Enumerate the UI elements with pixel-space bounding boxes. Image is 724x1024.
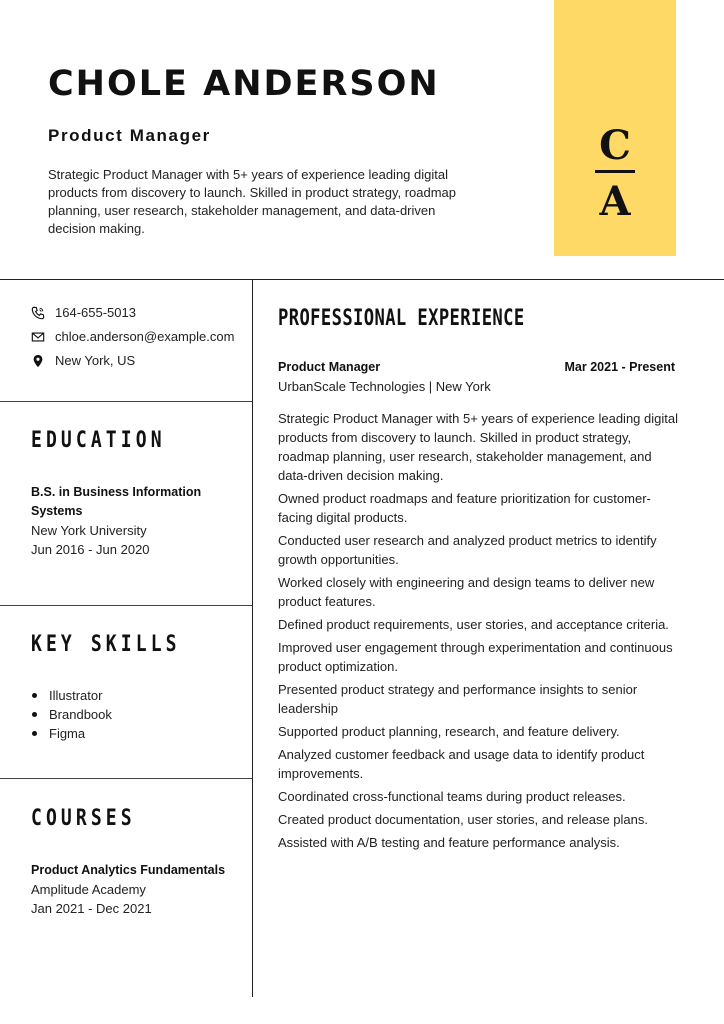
candidate-name: CHOLE ANDERSON bbox=[48, 64, 440, 104]
contact-location bbox=[31, 353, 135, 368]
degree-title: B.S. in Business Information Systems bbox=[31, 485, 202, 518]
monogram-first-initial: C bbox=[599, 122, 631, 169]
experience-heading: PROFESSIONAL EXPERIENCE bbox=[278, 306, 525, 331]
education-heading: EDUCATION bbox=[31, 428, 166, 453]
experience-bullet: Analyzed customer feedback and usage data to identify product improvements. bbox=[278, 747, 645, 781]
candidate-role: Product Manager bbox=[48, 126, 211, 145]
monogram-panel bbox=[554, 0, 676, 256]
phone-text: 164-655-5013 bbox=[55, 305, 136, 320]
experience-bullet: Coordinated cross-functional teams during product releases. bbox=[278, 789, 626, 804]
skills-list bbox=[31, 686, 112, 743]
header-divider bbox=[0, 279, 724, 280]
school-name: New York University bbox=[31, 523, 147, 538]
section-divider bbox=[0, 401, 252, 402]
section-divider bbox=[0, 778, 252, 779]
education-dates: Jun 2016 - Jun 2020 bbox=[31, 542, 150, 557]
email-text: chloe.anderson@example.com bbox=[55, 329, 235, 344]
location-text: New York, US bbox=[55, 353, 136, 368]
skill-item: Illustrator bbox=[31, 686, 112, 705]
experience-bullet: Improved user engagement through experimentation and continuous product optimization. bbox=[278, 640, 673, 674]
experience-bullet: Presented product strategy and performance insights to senior leadership bbox=[278, 682, 638, 716]
envelope-icon bbox=[31, 330, 45, 344]
experience-bullet: Assisted with A/B testing and feature performance analysis. bbox=[278, 835, 620, 850]
job-title: Product Manager bbox=[278, 360, 381, 374]
experience-bullet: Worked closely with engineering and design teams to deliver new product features. bbox=[278, 575, 655, 609]
skills-heading: KEY SKILLS bbox=[31, 632, 181, 657]
experience-bullet: Strategic Product Manager with 5+ years of experience leading digital products from discovery to launch. Skilled in product strategy, roadmap planning, user research, stakeholder management, and data-driven decision making. bbox=[278, 411, 678, 483]
experience-bullet: Conducted user research and analyzed product metrics to identify growth opportunities. bbox=[278, 533, 657, 567]
experience-bullets bbox=[278, 409, 682, 856]
section-divider bbox=[0, 605, 252, 606]
experience-bullet: Supported product planning, research, and feature delivery. bbox=[278, 724, 620, 739]
phone-icon bbox=[31, 306, 45, 320]
profile-summary: Strategic Product Manager with 5+ years of experience leading digital products from discovery to launch. Skilled in product strategy, roadmap planning, user research, stakeholder management, and data-driven decision making. bbox=[48, 167, 457, 236]
location-pin-icon bbox=[31, 354, 45, 368]
skill-item: Brandbook bbox=[31, 705, 112, 724]
monogram-last-initial: A bbox=[599, 178, 631, 225]
skill-item: Figma bbox=[31, 724, 112, 743]
courses-heading: COURSES bbox=[31, 806, 136, 831]
course-entry bbox=[31, 861, 241, 918]
column-divider bbox=[252, 280, 253, 997]
job-company: UrbanScale Technologies | New York bbox=[278, 379, 491, 394]
course-dates: Jan 2021 - Dec 2021 bbox=[31, 901, 152, 916]
monogram-divider bbox=[595, 170, 635, 173]
job-dates: Mar 2021 - Present bbox=[564, 360, 675, 374]
experience-bullet: Defined product requirements, user stories, and acceptance criteria. bbox=[278, 617, 669, 632]
course-title: Product Analytics Fundamentals bbox=[31, 863, 226, 877]
education-entry bbox=[31, 483, 241, 559]
course-provider: Amplitude Academy bbox=[31, 882, 146, 897]
contact-email bbox=[31, 329, 234, 344]
experience-bullet: Created product documentation, user stories, and release plans. bbox=[278, 812, 648, 827]
experience-bullet: Owned product roadmaps and feature prioritization for customer-facing digital products. bbox=[278, 491, 651, 525]
contact-phone bbox=[31, 305, 136, 320]
